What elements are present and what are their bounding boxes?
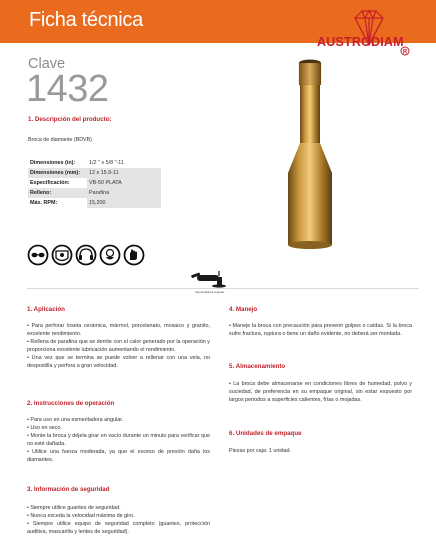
spec-value: Parafina [87, 188, 161, 198]
list-item: • Siempre utilice equipo de seguridad completo (guantes, protección auditiva, mascarilla y lentes de seguridad). [27, 521, 210, 535]
spec-value: VB-50 PLATA [87, 178, 161, 188]
angle-grinder-icon [189, 269, 231, 289]
paragraph: Piezas por caja: 1 unidad. [229, 448, 292, 454]
empaque-title: 6. Unidades de empaque [229, 430, 302, 437]
gloves-icon [125, 246, 144, 265]
ear-protection-icon [77, 246, 96, 265]
almacenamiento-title: 5. Almacenamiento [229, 363, 286, 370]
safety-icons-row [27, 244, 145, 266]
manejo-text [229, 322, 412, 338]
list-item: • Una vez que se termina se puede volver a rellenar con una vela, no despostilla y perfora a gran velocidad. [27, 355, 210, 369]
aplicacion-title: 1. Aplicación [27, 306, 65, 313]
seguridad-title: 3. Información de seguridad [27, 486, 110, 493]
spec-table [28, 158, 161, 208]
face-shield-icon [53, 246, 72, 265]
product-section-title: 1. Descripción del producto: [28, 116, 112, 123]
safety-glasses-icon [29, 246, 48, 265]
svg-text:R: R [402, 49, 408, 56]
list-item: • Uso en seco. [27, 425, 62, 431]
dust-mask-icon [101, 246, 120, 265]
spec-value: 12 x 15.9-11 [87, 168, 161, 178]
diamond-drill-bit-image [270, 55, 350, 255]
list-item: • Utilice una fuerza moderada, ya que el exceso de presión daña los diamantes. [27, 449, 210, 463]
empaque-text [229, 447, 412, 455]
spec-row [28, 168, 161, 178]
list-item: • Siempre utilice guantes de seguridad. [27, 505, 121, 511]
spec-row [28, 188, 161, 198]
list-item: • Nunca exceda la velocidad máxima de giro. [27, 513, 135, 519]
spec-key: Relleno: [28, 188, 87, 198]
list-item: • Para perforar loseta cerámica, mármol, porcelanato, mosaico y granito, excelente rendimiento. [27, 323, 210, 337]
spec-row [28, 158, 161, 168]
tool-caption: Esmeriladora Angular [195, 290, 225, 294]
list-item: • Monte la broca y déjela girar en vacío durante un minuto para verificar que no esté dañada. [27, 433, 210, 447]
product-description: Broca de diamante (BDVB) [28, 137, 92, 143]
spec-value: 15,200 [87, 198, 161, 208]
almacenamiento-text [229, 380, 412, 404]
spec-key: Especificación: [30, 180, 70, 186]
spec-key: Máx. RPM: [30, 200, 58, 206]
registered-mark-icon [400, 46, 410, 56]
aplicacion-list [27, 322, 210, 370]
manejo-title: 4. Manejo [229, 306, 258, 313]
list-item: • Rellena de parafina que se derrite con el calor generado por la operación y proporciona excelente lubricación aumentando el rendimiento. [27, 339, 210, 353]
spec-value: 1/2 " x 5/8 "-11 [89, 160, 124, 166]
spec-key: Dimensiones (in): [30, 160, 76, 166]
divider [27, 288, 419, 289]
instrucciones-title: 2. Instrucciones de operación [27, 400, 115, 407]
brand-logo: AUSTRODIAM [317, 35, 404, 49]
seguridad-list [27, 504, 210, 536]
spec-row [28, 198, 161, 208]
spec-key: Dimensiones (mm): [28, 168, 87, 178]
spec-row [28, 178, 161, 188]
paragraph: • La broca debe almacenarse en condiciones libres de humedad, polvo y suciedad, de preferencia en su empaque original, sin estar expuesto por largos periodos a superficies calientes, frías o mojadas. [229, 381, 412, 403]
clave-value: 1432 [26, 68, 109, 110]
clave-label: Clave [28, 56, 66, 72]
paragraph: • Maneje la broca con precaución para prevenir golpes o caídas. Si la broca sufre fractura, ruptura o tiene un daño evidente, no deberá ser montada. [229, 323, 412, 337]
list-item: • Para uso en una esmeriladora angular. [27, 417, 124, 423]
page-title: Ficha técnica [29, 9, 143, 31]
instrucciones-list [27, 416, 210, 464]
